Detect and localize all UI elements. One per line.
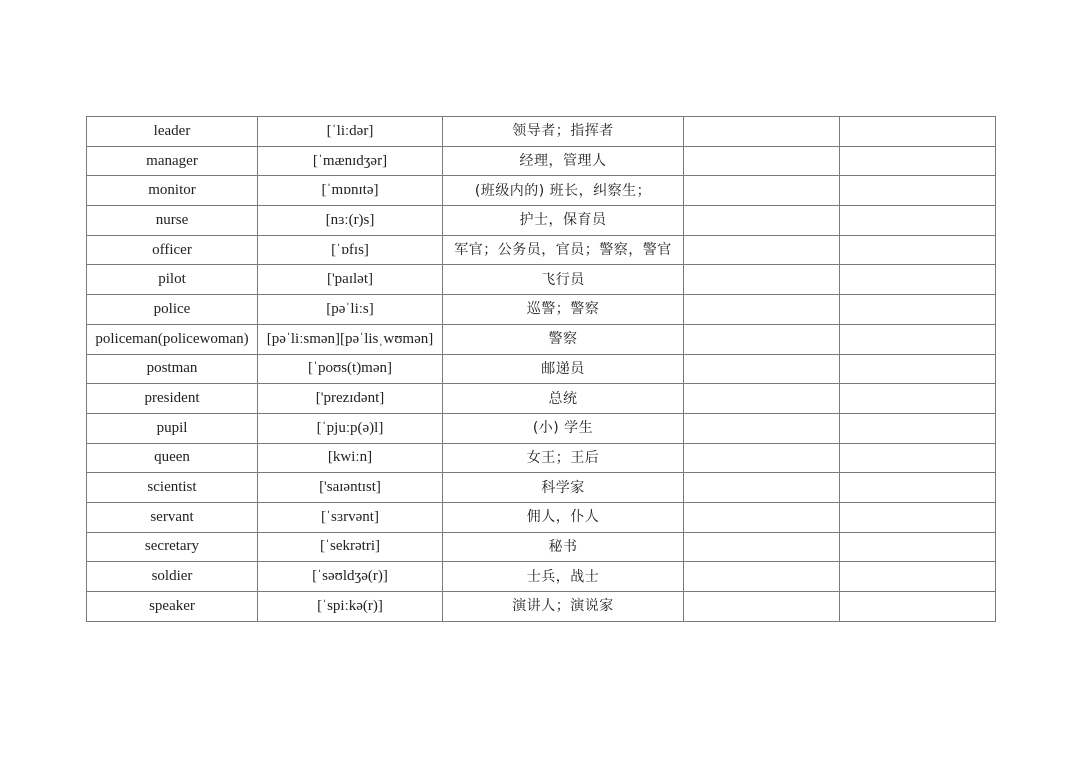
empty-cell (684, 295, 840, 325)
phonetic-cell: [ˈɒfɪs] (258, 235, 443, 265)
empty-cell (840, 384, 996, 414)
empty-cell (840, 592, 996, 622)
word-cell: president (87, 384, 258, 414)
meaning-cell: 飞行员 (443, 265, 684, 295)
empty-cell (684, 354, 840, 384)
empty-cell (684, 265, 840, 295)
empty-cell (684, 176, 840, 206)
empty-cell (684, 413, 840, 443)
phonetic-cell: [pəˈliːs] (258, 295, 443, 325)
table-row (87, 354, 996, 384)
empty-cell (840, 176, 996, 206)
empty-cell (840, 146, 996, 176)
empty-cell (840, 502, 996, 532)
word-cell: pilot (87, 265, 258, 295)
table-row (87, 502, 996, 532)
empty-cell (840, 206, 996, 236)
table-row (87, 206, 996, 236)
empty-cell (684, 235, 840, 265)
word-cell: postman (87, 354, 258, 384)
empty-cell (684, 146, 840, 176)
phonetic-cell: [ˈsəʊldʒə(r)] (258, 562, 443, 592)
table-row (87, 235, 996, 265)
table-row (87, 384, 996, 414)
empty-cell (684, 473, 840, 503)
word-cell: police (87, 295, 258, 325)
meaning-cell: 巡警；警察 (443, 295, 684, 325)
table-row (87, 443, 996, 473)
empty-cell (684, 532, 840, 562)
phonetic-cell: [ˈmɒnɪtə] (258, 176, 443, 206)
table-row (87, 295, 996, 325)
empty-cell (840, 443, 996, 473)
phonetic-cell: [kwiːn] (258, 443, 443, 473)
meaning-cell: 演讲人；演说家 (443, 592, 684, 622)
phonetic-cell: [ˈpjuːp(ə)l] (258, 413, 443, 443)
meaning-cell: 警察 (443, 324, 684, 354)
meaning-cell: 领导者；指挥者 (443, 117, 684, 147)
empty-cell (684, 117, 840, 147)
word-cell: pupil (87, 413, 258, 443)
empty-cell (840, 532, 996, 562)
word-cell: monitor (87, 176, 258, 206)
phonetic-cell: [ˈsekrətri] (258, 532, 443, 562)
meaning-cell: 士兵，战士 (443, 562, 684, 592)
table-row (87, 562, 996, 592)
empty-cell (840, 354, 996, 384)
empty-cell (684, 324, 840, 354)
empty-cell (840, 295, 996, 325)
empty-cell (840, 235, 996, 265)
table-row (87, 592, 996, 622)
phonetic-cell: ['paɪlət] (258, 265, 443, 295)
empty-cell (684, 502, 840, 532)
word-cell: queen (87, 443, 258, 473)
empty-cell (840, 562, 996, 592)
word-cell: policeman(policewoman) (87, 324, 258, 354)
empty-cell (840, 265, 996, 295)
empty-cell (684, 443, 840, 473)
word-cell: servant (87, 502, 258, 532)
phonetic-cell: ['saɪəntɪst] (258, 473, 443, 503)
word-cell: leader (87, 117, 258, 147)
phonetic-cell: [ˈsɜrvənt] (258, 502, 443, 532)
empty-cell (684, 384, 840, 414)
empty-cell (684, 206, 840, 236)
table-row (87, 176, 996, 206)
table-row (87, 473, 996, 503)
phonetic-cell: ['prezɪdənt] (258, 384, 443, 414)
phonetic-cell: [ˈpoʊs(t)mən] (258, 354, 443, 384)
table-row (87, 265, 996, 295)
word-cell: soldier (87, 562, 258, 592)
empty-cell (684, 592, 840, 622)
meaning-cell: 经理，管理人 (443, 146, 684, 176)
table-row (87, 413, 996, 443)
meaning-cell: (小) 学生 (443, 413, 684, 443)
meaning-cell: 军官；公务员，官员；警察，警官 (443, 235, 684, 265)
word-cell: nurse (87, 206, 258, 236)
empty-cell (840, 473, 996, 503)
vocabulary-table-body (87, 117, 996, 622)
word-cell: officer (87, 235, 258, 265)
empty-cell (840, 413, 996, 443)
empty-cell (840, 324, 996, 354)
empty-cell (684, 562, 840, 592)
empty-cell (840, 117, 996, 147)
meaning-cell: 总统 (443, 384, 684, 414)
meaning-cell: 秘书 (443, 532, 684, 562)
vocabulary-table (86, 116, 996, 622)
word-cell: manager (87, 146, 258, 176)
meaning-cell: 邮递员 (443, 354, 684, 384)
meaning-cell: 科学家 (443, 473, 684, 503)
word-cell: speaker (87, 592, 258, 622)
table-row (87, 117, 996, 147)
table-row (87, 146, 996, 176)
meaning-cell: 女王；王后 (443, 443, 684, 473)
meaning-cell: 佣人，仆人 (443, 502, 684, 532)
phonetic-cell: [ˈspiːkə(r)] (258, 592, 443, 622)
word-cell: secretary (87, 532, 258, 562)
phonetic-cell: [pəˈliːsmən][pəˈlisˌwʊmən] (258, 324, 443, 354)
phonetic-cell: [ˈliːdər] (258, 117, 443, 147)
meaning-cell: 护士，保育员 (443, 206, 684, 236)
word-cell: scientist (87, 473, 258, 503)
phonetic-cell: [nɜː(r)s] (258, 206, 443, 236)
meaning-cell: (班级内的) 班长，纠察生； (443, 176, 684, 206)
table-row (87, 532, 996, 562)
table-row (87, 324, 996, 354)
phonetic-cell: [ˈmænɪdʒər] (258, 146, 443, 176)
